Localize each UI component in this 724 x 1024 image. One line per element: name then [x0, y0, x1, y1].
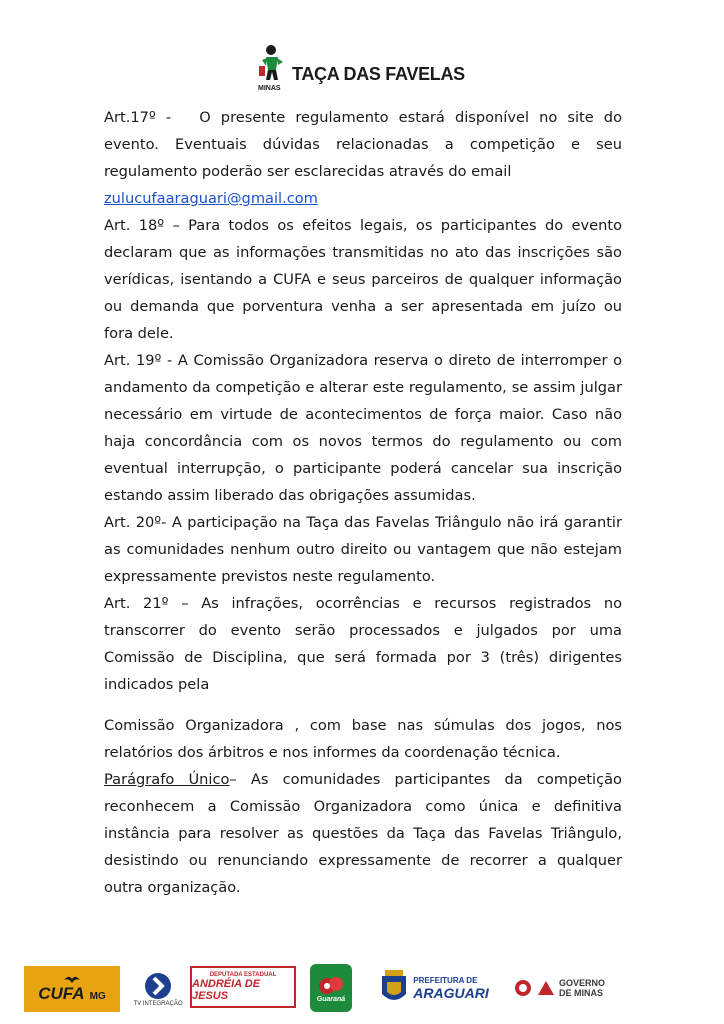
- deputada-logo: [190, 966, 296, 1008]
- deputada-name-label: ANDRÉIA DE JESUS: [192, 978, 261, 1002]
- art-20: Art. 20º- A participação na Taça das Favelas Triângulo não irá garantir as comunidades nenhum outro direito ou vantagem que não estejam expressamente previstos neste regulamento.: [104, 514, 622, 585]
- governo-de-minas-logo: [504, 966, 614, 1010]
- governo-line-2: DE MINAS: [558, 988, 603, 998]
- deputada-top-label: DEPUTADA ESTADUAL: [209, 972, 277, 978]
- paragrafo-unico-label: Parágrafo Único: [104, 771, 230, 788]
- cufa-logo: [24, 966, 120, 1012]
- logo-title: TAÇA DAS FAVELAS: [292, 63, 465, 84]
- art-21-part-1: Art. 21º – As infrações, ocorrências e recursos registrados no transcorrer do evento serão processados e julgados por uma Comissão de Disciplina, que será formada por 3 (três) dirigentes indicados pela: [104, 595, 622, 693]
- prefeitura-name-label: ARAGUARI: [413, 984, 489, 1001]
- email-link[interactable]: zulucufaaraguari@gmail.com: [104, 190, 318, 207]
- governo-line-1: GOVERNO: [558, 978, 605, 988]
- bird-icon: [63, 974, 81, 984]
- cufa-mg-label: MG: [89, 991, 106, 1002]
- art-17-lead: Art.17º -: [104, 109, 172, 126]
- logo-subtitle: MINAS: [258, 85, 281, 92]
- trophy-player-icon: [256, 44, 288, 98]
- art-17-text: O presente regulamento estará disponível no site do evento. Eventuais dúvidas relacionadas a competição e seu regulamento poderão ser esclarecidas através do email: [104, 109, 623, 180]
- tv-integracao-label: TV INTEGRAÇÃO: [133, 1001, 183, 1007]
- city-coat-of-arms-icon: [379, 968, 409, 1008]
- paragrafo-unico: [104, 766, 622, 901]
- guarana-label: Guaraná: [316, 995, 346, 1003]
- state-seal-icon: [513, 979, 533, 997]
- art-19: Art. 19º - A Comissão Organizadora reserva o direto de interromper o andamento da competição e alterar este regulamento, se assim julgar necessário em virtude de acontecimentos de força maior. Caso não haja concordância com os novos termos do regulamento ou com eventual interrupção, o participante poderá cancelar sua inscrição estando assim liberado das obrigações assumidas.: [104, 352, 622, 504]
- triangle-flag-icon: [537, 980, 555, 996]
- art-21-part-2: Comissão Organizadora , com base nas súmulas dos jogos, nos relatórios dos árbitros e nos informes da coordenação técnica.: [104, 717, 622, 761]
- page-header: [0, 40, 724, 100]
- art-17: [104, 104, 622, 212]
- prefeitura-araguari-logo: [372, 964, 496, 1012]
- sponsor-footer: [0, 960, 724, 1016]
- prefeitura-top-label: PREFEITURA DE: [413, 975, 478, 985]
- taca-das-favelas-logo: [256, 44, 465, 98]
- art-18: Art. 18º – Para todos os efeitos legais, os participantes do evento declaram que as informações transmitidas no ato das inscrições são verídicas, isentando a CUFA e seus parceiros de qualquer informação ou demanda que porventura venha a ser apresentada em juízo ou fora dele.: [104, 217, 622, 342]
- regulation-text: [104, 104, 622, 901]
- tv-integracao-logo: [132, 962, 184, 1016]
- cufa-label: CUFA: [38, 984, 85, 1003]
- guarana-logo: [310, 964, 352, 1012]
- guarana-fruit-icon: [318, 974, 344, 996]
- paragrafo-unico-text: – As comunidades participantes da competição reconhecem a Comissão Organizadora como única e definitiva instância para resolver as questões da Taça das Favelas Triângulo, desistindo ou renunciando expressamente de recorrer a qualquer outra organização.: [104, 771, 622, 896]
- tv-integracao-icon: [143, 971, 173, 1001]
